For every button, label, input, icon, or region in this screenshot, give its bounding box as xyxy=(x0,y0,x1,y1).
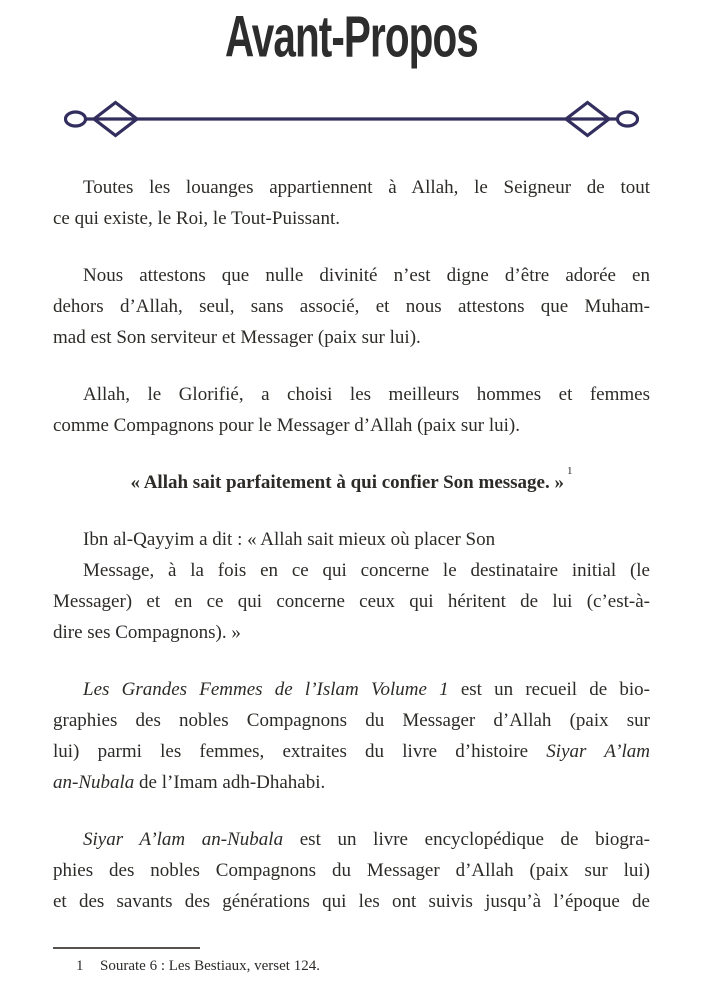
text-segment: Ibn al-Qayyim a dit : « Allah sait mieux où placer Son xyxy=(83,529,496,550)
text-line xyxy=(53,410,650,441)
text-segment: Messager) et en ce qui concerne ceux qui héritent de lui (c’est-à- xyxy=(53,591,650,612)
text-line xyxy=(53,886,650,917)
paragraph xyxy=(53,824,650,917)
italic-text-segment: Siyar A’lam an-Nubala xyxy=(83,829,284,850)
text-line xyxy=(53,767,650,798)
paragraph xyxy=(53,172,650,234)
divider-right-loop-icon xyxy=(617,112,637,126)
text-line xyxy=(53,203,650,234)
text-segment: est un livre encyclopédique de biogra- xyxy=(283,829,650,850)
paragraph xyxy=(53,524,650,648)
text-line xyxy=(53,855,650,886)
footnote-rule xyxy=(53,947,200,949)
text-segment: « Allah sait parfaitement à qui confier Son message. » xyxy=(130,472,564,493)
text-line xyxy=(53,172,650,203)
text-line xyxy=(53,291,650,322)
text-segment: lui) parmi les femmes, extraites du livre d’histoire xyxy=(53,741,547,762)
text-segment: comme Compagnons pour le Messager d’Allah (paix sur lui). xyxy=(53,415,520,436)
italic-text-segment: Les Grandes Femmes de l’Islam Volume 1 xyxy=(83,679,449,700)
text-line xyxy=(53,824,650,855)
footnote xyxy=(53,947,650,976)
paragraph xyxy=(53,379,650,441)
text-segment: ce qui existe, le Roi, le Tout-Puissant. xyxy=(53,208,340,229)
text-segment: mad est Son serviteur et Messager (paix sur lui). xyxy=(53,327,421,348)
text-segment: Allah, le Glorifié, a choisi les meilleurs hommes et femmes xyxy=(83,384,650,405)
footnote-ref: 1 xyxy=(566,464,573,477)
footnote-line xyxy=(53,956,650,976)
divider-left-loop-icon xyxy=(65,112,85,126)
text-segment: phies des nobles Compagnons du Messager d’Allah (paix sur lui) xyxy=(53,860,650,881)
paragraphs xyxy=(53,172,650,917)
text-line xyxy=(53,674,650,705)
text-segment: Message, à la fois en ce qui concerne le destinataire initial (le xyxy=(83,560,650,581)
text-line xyxy=(53,705,650,736)
italic-text-segment: an-Nubala xyxy=(53,772,135,793)
text-line xyxy=(53,260,650,291)
text-segment: dehors d’Allah, seul, sans associé, et nous attestons que Muham- xyxy=(53,296,650,317)
text-line xyxy=(53,322,650,353)
text-segment: est un recueil de bio- xyxy=(448,679,650,700)
book-page xyxy=(0,6,702,995)
text-segment: Toutes les louanges appartiennent à Allah, le Seigneur de tout xyxy=(83,177,650,198)
paragraph xyxy=(53,674,650,798)
ornamental-divider xyxy=(0,94,702,144)
text-segment: Nous attestons que nulle divinité n’est digne d’être adorée en xyxy=(83,265,650,286)
text-line xyxy=(53,524,650,555)
text-line xyxy=(53,586,650,617)
chapter-title xyxy=(0,6,702,70)
text-line xyxy=(53,617,650,648)
text-segment: de l’Imam adh-Dhahabi. xyxy=(134,772,326,793)
text-line xyxy=(53,736,650,767)
text-line xyxy=(53,379,650,410)
paragraph xyxy=(53,260,650,353)
quote-paragraph xyxy=(53,464,650,498)
text-segment: graphies des nobles Compagnons du Messager d’Allah (paix sur xyxy=(53,710,650,731)
footnote-marker: 1 xyxy=(76,958,84,974)
italic-text-segment: Siyar A’lam xyxy=(546,741,650,762)
text-segment: et des savants des générations qui les ont suivis jusqu’à l’époque de xyxy=(53,891,650,912)
footnote-text: Sourate 6 : Les Bestiaux, verset 124. xyxy=(100,958,320,974)
text-line xyxy=(53,555,650,586)
text-line xyxy=(53,464,650,498)
divider-ornament-icon xyxy=(64,94,639,144)
text-segment: dire ses Compagnons). » xyxy=(53,622,241,643)
chapter-title-text: Avant-Propos xyxy=(224,5,478,70)
